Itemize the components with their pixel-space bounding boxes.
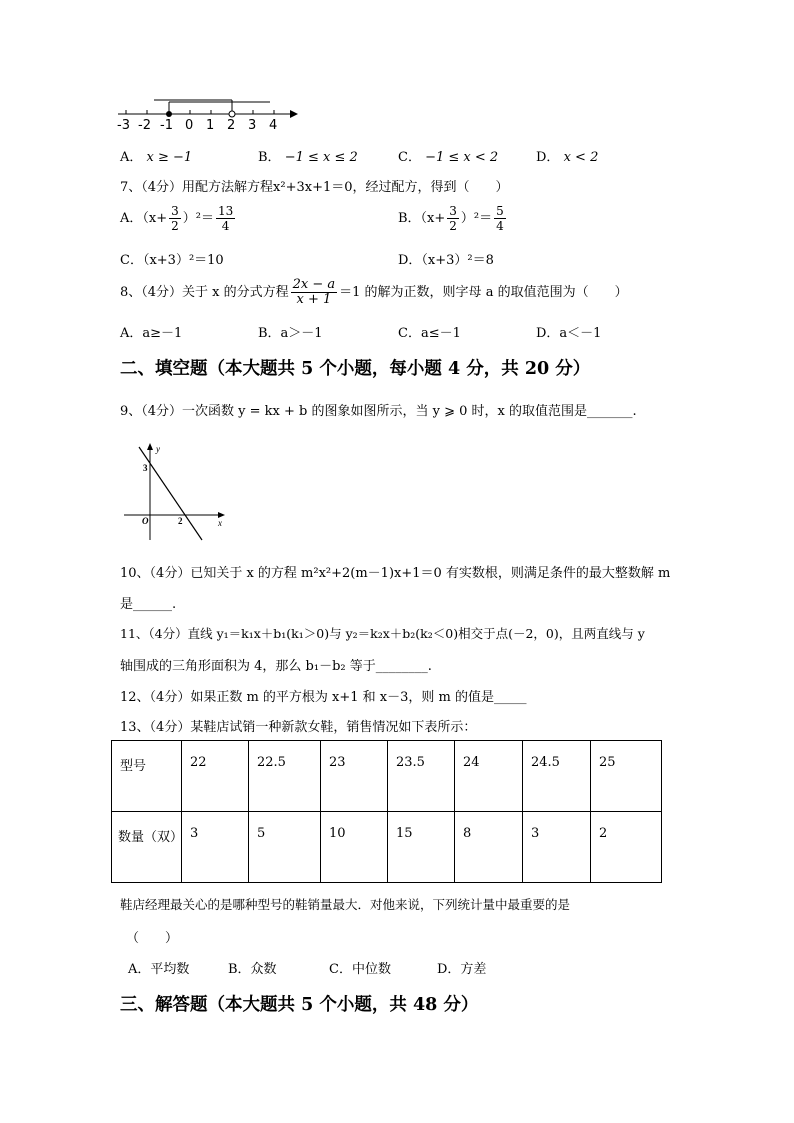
q8-stem <box>120 278 628 307</box>
table-row <box>112 741 662 812</box>
option-text: −1 ≤ x < 2 <box>425 150 499 165</box>
q13-option-a[interactable]: A．平均数 <box>128 962 190 977</box>
option-label: C． <box>398 150 421 165</box>
q6-option-b[interactable] <box>258 146 358 165</box>
y-axis-label: y <box>156 444 160 454</box>
q13-stem: 13、（4分）某鞋店试销一种新款女鞋，销售情况如下表所示： <box>120 720 477 735</box>
table-cell: 22.5 <box>249 741 321 812</box>
option-label: B． <box>258 150 281 165</box>
option-label: A． <box>120 150 143 165</box>
q10-line1: 10、（4分）已知关于 x 的方程 m²x²+2(m－1)x+1＝0 有实数根，则满足条件的最大整数解 m <box>120 566 671 581</box>
table-cell: 25 <box>591 741 662 812</box>
q11-line2: 轴围成的三角形面积为 4，那么 b₁－b₂ 等于________. <box>120 659 432 674</box>
table-row <box>112 812 662 883</box>
q8-option-a[interactable]: A．a≥－1 <box>120 326 183 341</box>
tick-label: 2 <box>227 118 236 133</box>
open-point <box>229 111 235 117</box>
q8-post: ＝1 的解为正数，则字母 a 的取值范围为（ ） <box>339 285 628 300</box>
table-cell: 3 <box>523 812 591 883</box>
q8-option-c[interactable]: C．a≤－1 <box>398 326 461 341</box>
section-2-heading: 二、填空题（本大题共 5 个小题，每小题 4 分，共 20 分） <box>120 359 591 379</box>
solid-point <box>166 111 172 117</box>
fraction: $\frac{2x - a}{x + 1}$ <box>292 277 336 307</box>
option-text: ）²＝ <box>460 211 493 226</box>
q13-option-c[interactable]: C．中位数 <box>329 962 391 977</box>
table-cell: 型号 <box>112 741 182 812</box>
q13-after: 鞋店经理最关心的是哪种型号的鞋销量最大．对他来说，下列统计量中最重要的是 <box>120 897 571 912</box>
q6-option-d[interactable] <box>536 146 598 165</box>
table-cell: 23.5 <box>388 741 455 812</box>
option-text: x < 2 <box>563 150 599 165</box>
shoe-sales-table <box>111 740 662 883</box>
table-cell: 22 <box>182 741 249 812</box>
q13-option-d[interactable]: D．方差 <box>437 962 487 977</box>
table-cell: 24 <box>455 741 523 812</box>
x-intercept-label: 2 <box>178 516 183 526</box>
tick-label: -3 <box>117 118 130 133</box>
origin-label: O <box>142 516 149 526</box>
tick-label: -1 <box>160 118 173 133</box>
q8-option-d[interactable]: D．a＜－1 <box>536 326 602 341</box>
table-cell: 15 <box>388 812 455 883</box>
fraction: $\frac{3}{2}$ <box>449 204 457 233</box>
table-cell: 3 <box>182 812 249 883</box>
q6-option-a[interactable] <box>120 146 192 165</box>
option-text: x ≥ −1 <box>146 150 193 165</box>
q9-text: 9、（4分）一次函数 y = kx + b 的图象如图所示，当 y ⩾ 0 时，x 的取值范围是_______. <box>120 404 637 419</box>
q8-pre: 8、（4分）关于 x 的分式方程 <box>120 285 289 300</box>
x-axis-label: x <box>218 518 222 528</box>
tick-label: 0 <box>185 118 194 133</box>
option-label: D． <box>536 150 560 165</box>
q7-option-a[interactable] <box>120 204 237 233</box>
q13-paren: （ ） <box>126 931 179 946</box>
table-cell: 10 <box>321 812 388 883</box>
table-cell: 24.5 <box>523 741 591 812</box>
tick-label: 1 <box>206 118 215 133</box>
y-intercept-label: 3 <box>143 463 148 473</box>
fraction: $\frac{13}{4}$ <box>217 204 234 233</box>
q7-option-c[interactable]: C．（x+3）²＝10 <box>120 253 224 268</box>
table-cell: 8 <box>455 812 523 883</box>
fraction: $\frac{5}{4}$ <box>496 204 504 233</box>
option-text: −1 ≤ x ≤ 2 <box>284 150 358 165</box>
q8-option-b[interactable]: B．a＞－1 <box>258 326 323 341</box>
q7-option-b[interactable] <box>398 204 508 233</box>
table-cell: 23 <box>321 741 388 812</box>
fraction: $\frac{3}{2}$ <box>171 204 179 233</box>
table-cell: 数量（双） <box>112 812 182 883</box>
table-cell: 5 <box>249 812 321 883</box>
option-label: B．（x+ <box>398 211 446 226</box>
q7-option-d[interactable]: D．（x+3）²＝8 <box>398 253 494 268</box>
q11-line1: 11、（4分）直线 y₁＝k₁x＋b₁(k₁＞0)与 y₂＝k₂x＋b₂(k₂＜0)相交于点(－2，0)，且两直线与 y <box>120 626 645 641</box>
q7-stem: 7、（4分）用配方法解方程x²+3x+1＝0，经过配方，得到（ ） <box>120 180 509 195</box>
section-3-heading: 三、解答题（本大题共 5 个小题，共 48 分） <box>120 995 479 1015</box>
tick-label: -2 <box>138 118 151 133</box>
q10-line2: 是______. <box>120 597 177 612</box>
tick-label: 4 <box>269 118 278 133</box>
q12-text: 12、（4分）如果正数 m 的平方根为 x+1 和 x－3，则 m 的值是_____ <box>120 690 527 705</box>
q9-graph <box>120 440 230 544</box>
option-label: A．（x+ <box>120 211 168 226</box>
table-cell: 2 <box>591 812 662 883</box>
tick-label: 3 <box>248 118 257 133</box>
q6-option-c[interactable] <box>398 146 498 165</box>
q13-option-b[interactable]: B．众数 <box>228 962 277 977</box>
option-text: ）²＝ <box>182 211 214 226</box>
